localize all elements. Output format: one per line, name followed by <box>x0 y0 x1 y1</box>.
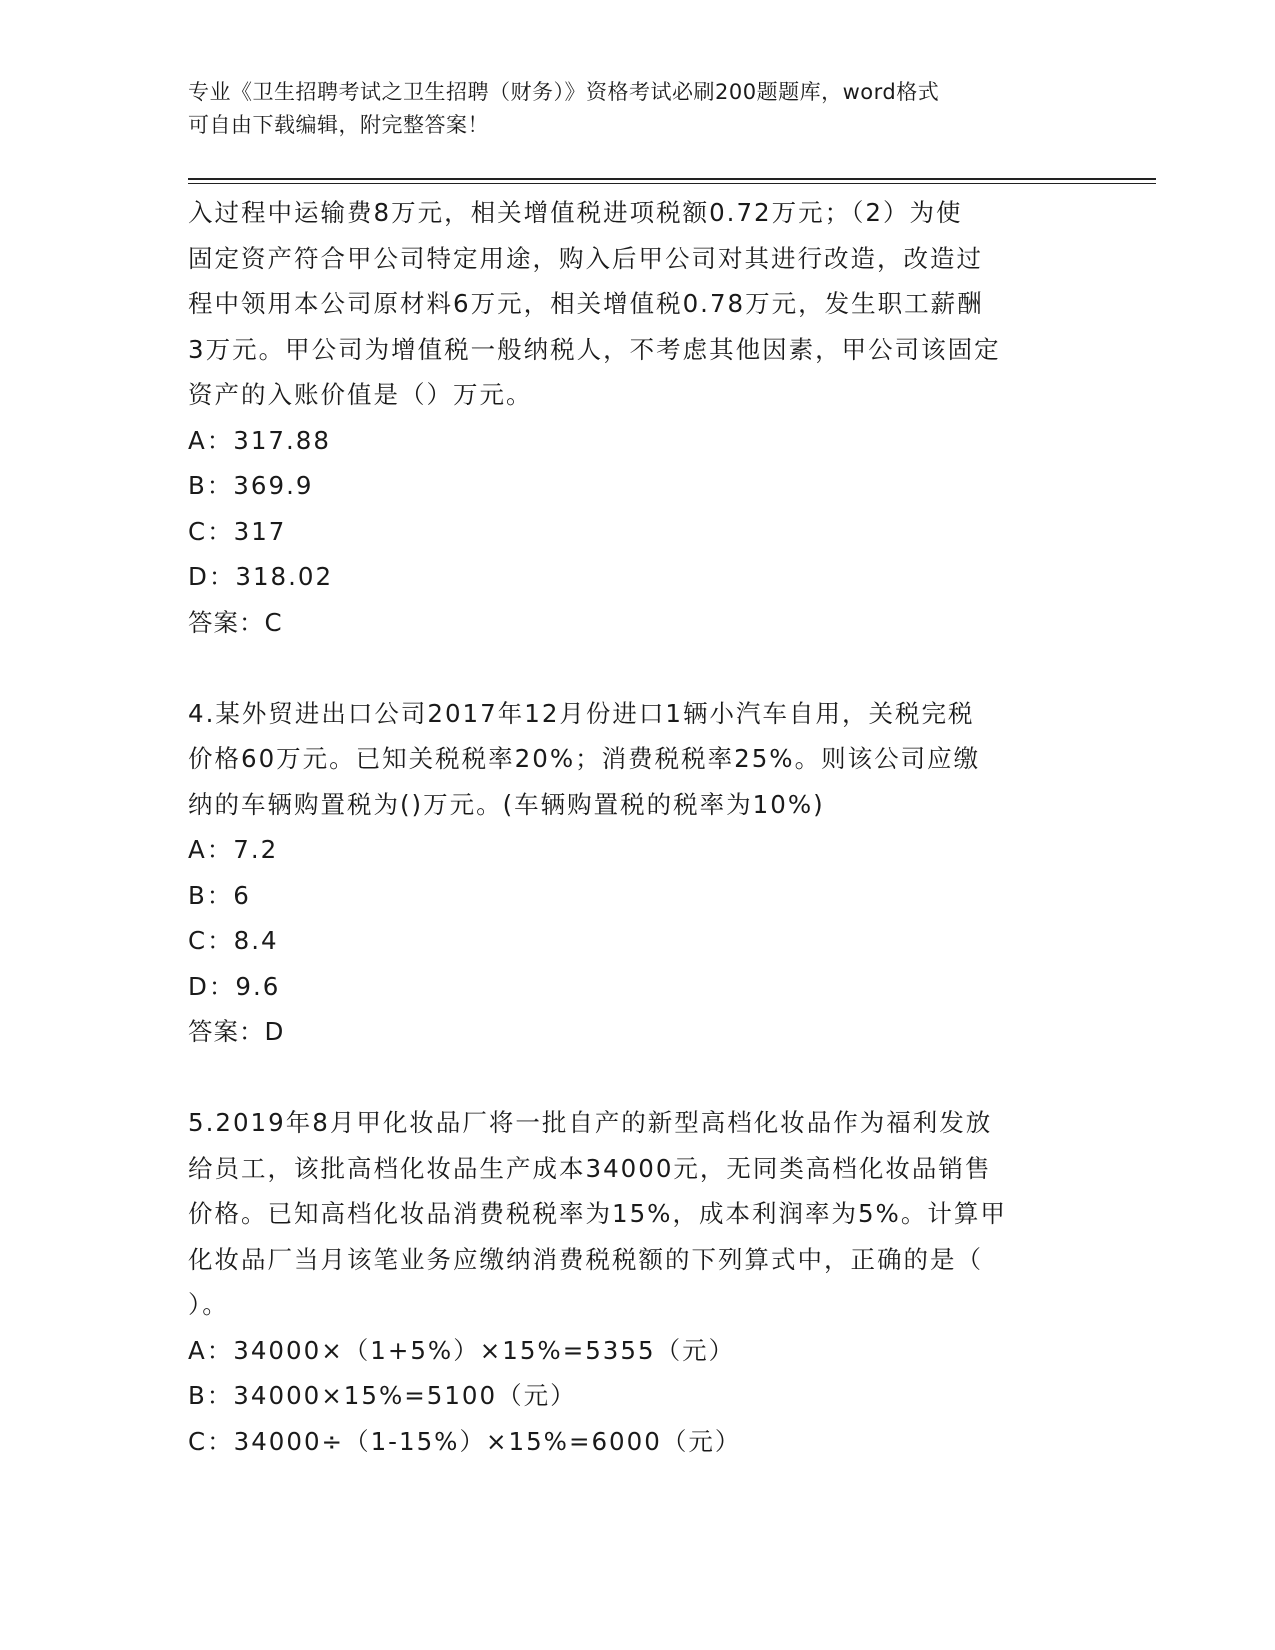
question-stem-line: 5.2019年8月甲化妆品厂将一批自产的新型高档化妆品作为福利发放 <box>188 1108 993 1137</box>
question-spacer <box>188 645 1088 691</box>
question-stem-line: 化妆品厂当月该笔业务应缴纳消费税税额的下列算式中，正确的是（ <box>188 1244 983 1274</box>
question-5 <box>188 1100 1088 1464</box>
option-c: C：317 <box>188 516 287 546</box>
question-stem-line: 纳的车辆购置税为()万元。(车辆购置税的税率为10%) <box>188 789 825 819</box>
answer-label: 答案：C <box>188 607 283 637</box>
document-header <box>188 76 1088 142</box>
header-line-1: 专业《卫生招聘考试之卫生招聘（财务）》资格考试必刷200题题库，word格式 <box>188 80 940 104</box>
option-a: A：34000×（1+5%）×15%=5355（元） <box>188 1335 736 1365</box>
question-stem-line: ）。 <box>188 1290 229 1319</box>
header-line-2: 可自由下载编辑，附完整答案！ <box>188 113 489 137</box>
answer-label: 答案：D <box>188 1017 285 1046</box>
question-stem-line: 3万元。甲公司为增值税一般纳税人，不考虑其他因素，甲公司该固定 <box>188 334 1001 364</box>
option-b: B：369.9 <box>188 471 314 500</box>
question-stem-line: 价格。已知高档化妆品消费税税率为15%，成本利润率为5%。计算甲 <box>188 1199 1007 1228</box>
question-stem-line: 固定资产符合甲公司特定用途，购入后甲公司对其进行改造，改造过 <box>188 243 983 273</box>
question-list <box>188 190 1088 1464</box>
option-d: D：9.6 <box>188 971 281 1001</box>
option-b: B：34000×15%=5100（元） <box>188 1381 577 1410</box>
question-3 <box>188 190 1088 645</box>
question-stem-line: 程中领用本公司原材料6万元，相关增值税0.78万元，发生职工薪酬 <box>188 289 984 318</box>
option-c: C：34000÷（1-15%）×15%=6000（元） <box>188 1426 742 1456</box>
option-a: A：7.2 <box>188 835 279 864</box>
question-stem-line: 资产的入账价值是（）万元。 <box>188 380 533 409</box>
question-spacer <box>188 1055 1088 1101</box>
option-c: C：8.4 <box>188 926 279 955</box>
question-stem-line: 给员工，该批高档化妆品生产成本34000元，无同类高档化妆品销售 <box>188 1153 992 1183</box>
option-a: A：317.88 <box>188 425 331 455</box>
header-divider-thin <box>188 183 1156 184</box>
question-stem-line: 入过程中运输费8万元，相关增值税进项税额0.72万元；（2）为使 <box>188 198 963 227</box>
question-4 <box>188 691 1088 1055</box>
option-b: B：6 <box>188 880 251 910</box>
header-divider-thick <box>188 178 1156 180</box>
question-stem-line: 价格60万元。已知关税税率20%；消费税税率25%。则该公司应缴 <box>188 744 981 773</box>
option-d: D：318.02 <box>188 562 334 591</box>
question-stem-line: 4.某外贸进出口公司2017年12月份进口1辆小汽车自用，关税完税 <box>188 698 975 728</box>
